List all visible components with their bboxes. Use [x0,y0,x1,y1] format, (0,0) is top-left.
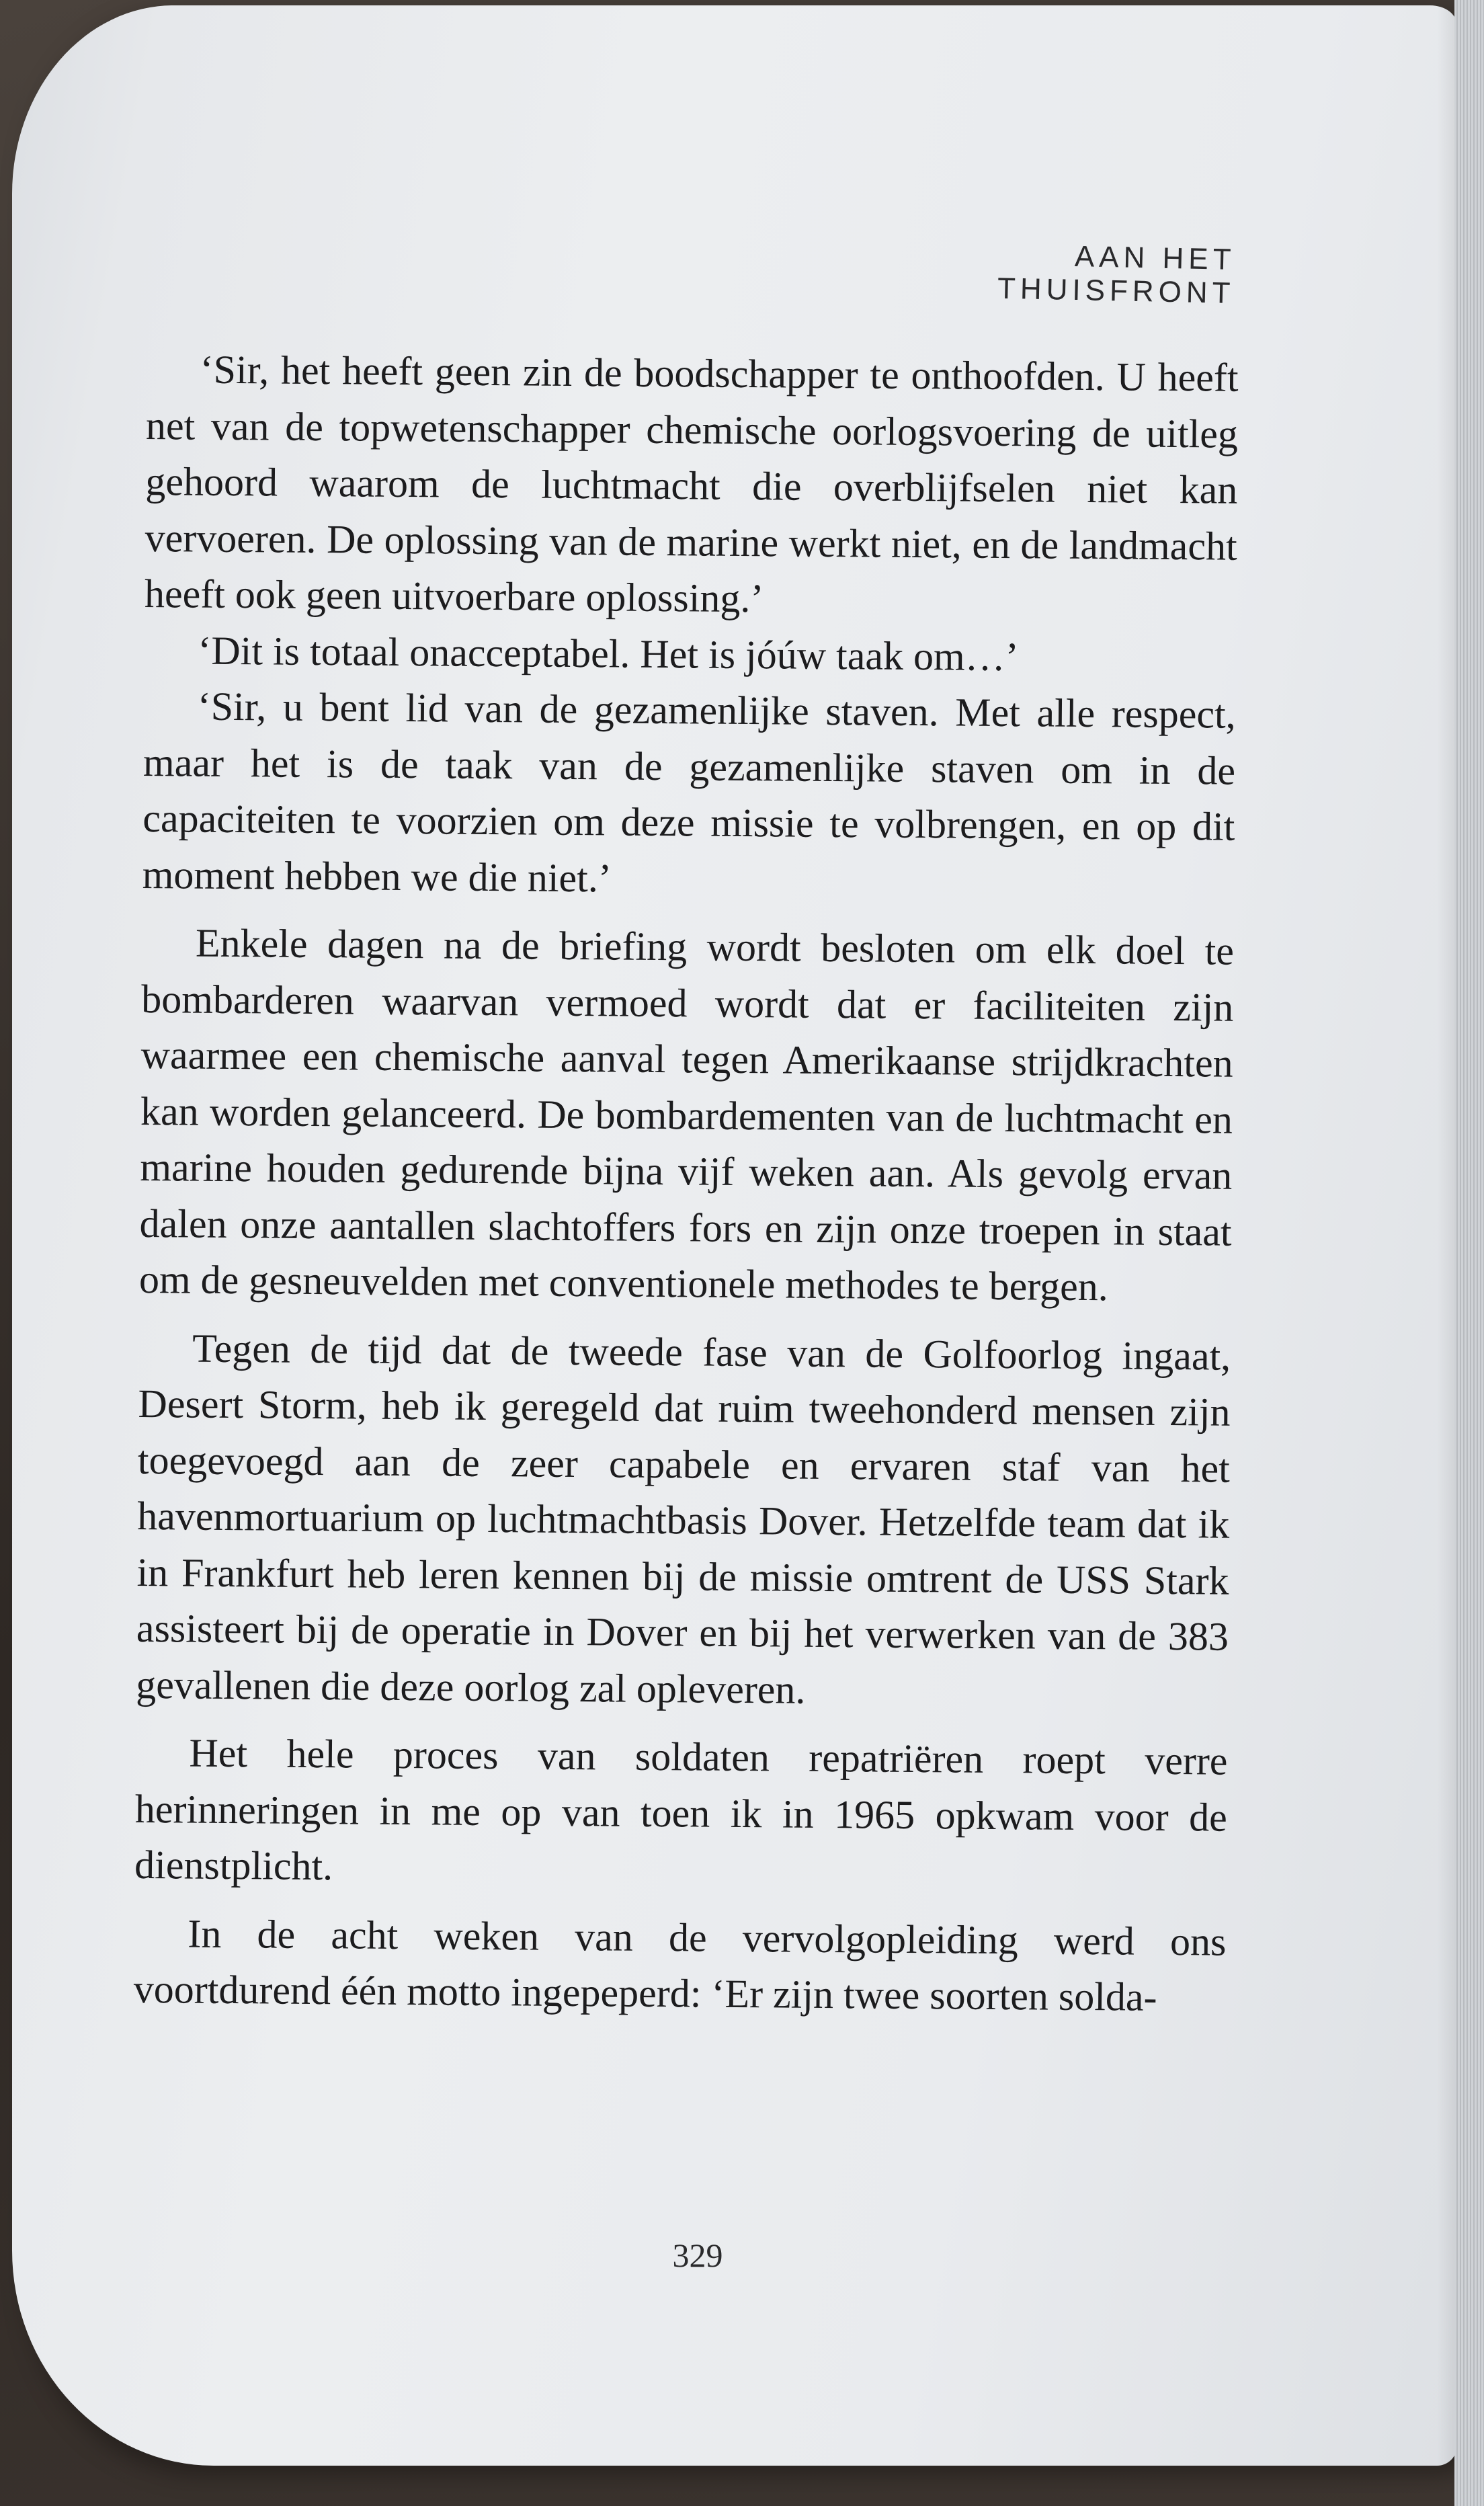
paragraph: ‘Sir, u bent lid van de gezamenlijke staven. Met alle respect, maar het is de taak van de gezamenlijke staven om in de capaciteiten te voorzien om deze missie te volbrengen, en op dit moment hebben we die niet.’ [142,684,1236,900]
paragraph: Het hele proces van soldaten repatriëren roept verre herinneringen in me op van toen ik in 1965 opkwam voor de dienstplicht. [134,1730,1228,1889]
book-page [12,5,1457,2466]
paragraph: ‘Dit is totaal onacceptabel. Het is jóúw taak om…’ [198,628,1019,679]
page-number: 329 [672,2236,723,2274]
paragraph: In de acht weken van de vervolgopleiding werd ons voortdurend één motto ingepeperd: ‘Er zijn twee soorten solda- [133,1911,1227,2019]
running-head: AAN HET THUISFRONT [997,239,1237,310]
page-edges [1454,0,1484,2506]
paragraph: Tegen de tijd dat de tweede fase van de Golfoorlog ingaat, Desert Storm, heb ik geregeld dat ruim tweehonderd mensen zijn toegevoegd aan de zeer capabele en ervaren staf van het havenmortuarium op luchtmachtbasis Dover. Hetzelfde team dat ik in Frankfurt heb leren kennen bij de missie omtrent de USS Stark assisteert bij de operatie in Dover en bij het verwerken van de 383 gevallenen die deze oorlog zal opleveren. [136,1326,1231,1712]
body-text [133,341,1239,2026]
paragraph: ‘Sir, het heeft geen zin de boodschapper te onthoofden. U heeft net van de topwetenschapper chemische oorlogsvoering de uitleg gehoord waarom de luchtmacht die overblijfselen niet kan vervoeren. De oplossing van de marine werkt niet, en de landmacht heeft ook geen uitvoerbare oplossing.’ [144,347,1239,621]
paragraph: Enkele dagen na de briefing wordt besloten om elk doel te bombarderen waarvan vermoed wordt dat er faciliteiten zijn waarmee een chemische aanval tegen Amerikaanse strijdkrachten kan worden gelanceerd. De bombardementen van de luchtmacht en marine houden gedurende bijna vijf weken aan. Als gevolg ervan dalen onze aantallen slachtoffers fors en zijn onze troepen in staat om de gesneuvelden met conventionele methodes te bergen. [138,920,1235,1309]
